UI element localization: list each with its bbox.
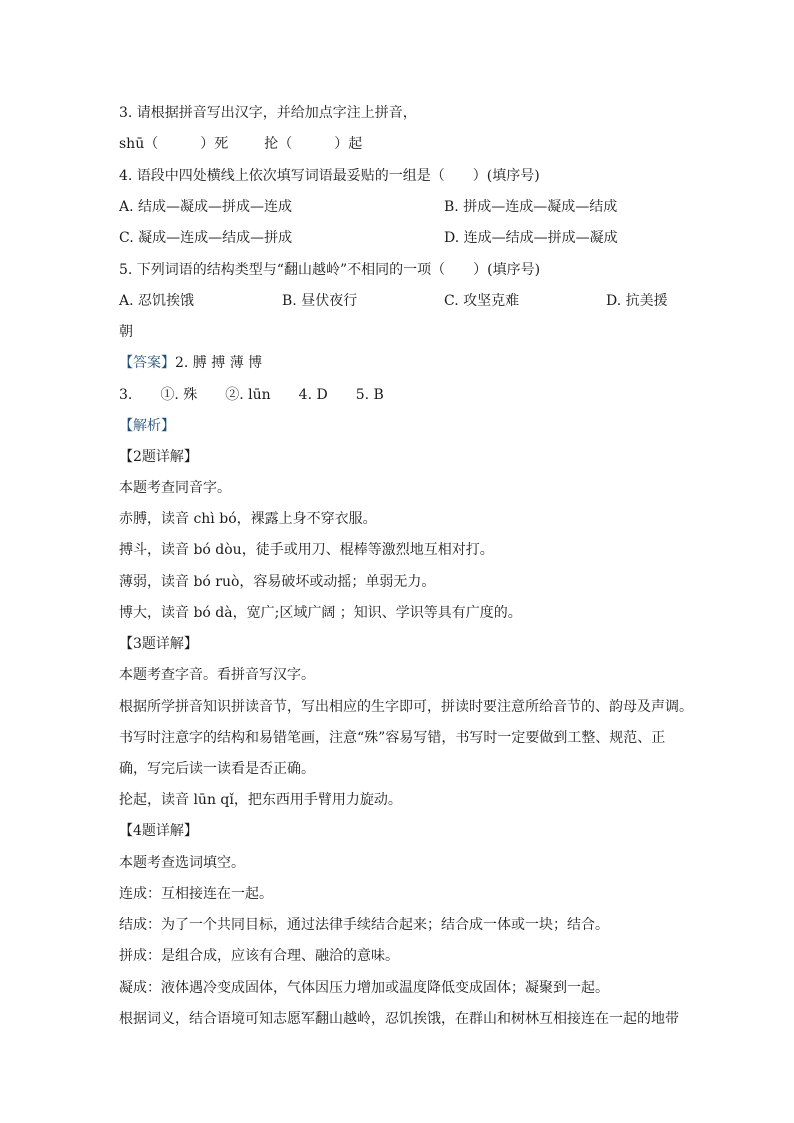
q4-line-1: 连成：互相接连在一起。 <box>119 886 273 902</box>
q4-option-a: A. 结成—凝成—拼成—连成 <box>119 199 293 215</box>
q4-line-5: 根据词义，结合语境可知志愿军翻山越岭，忍饥挨饿，在群山和树林互相接连在一起的地带 <box>119 1011 679 1027</box>
q2-line-2: 搏斗，读音 bó dòu，徒手或用刀、棍棒等激烈地互相对打。 <box>119 542 494 558</box>
answer-q2: 2. 膊 搏 薄 博 <box>175 355 263 371</box>
q5-title: 5. 下列词语的结构类型与“翻山越岭”不相同的一项（ ）(填序号) <box>119 262 541 278</box>
q3-blank-2: 抡（ ）起 <box>264 136 363 152</box>
q5-option-d: D. 抗美援 <box>606 293 668 309</box>
q4-option-d: D. 连成—结成—拼成—凝成 <box>444 230 618 246</box>
q5-option-a: A. 忍饥挨饿 <box>119 293 195 309</box>
q5-option-c: C. 攻坚克难 <box>444 293 520 309</box>
q3-blank-1: shū（ ）死 <box>119 136 229 152</box>
answer-line <box>119 354 262 372</box>
q2-line-1: 赤膊，读音 chì bó，裸露上身不穿衣服。 <box>119 511 377 527</box>
answer-tag: 【答案】 <box>119 355 175 371</box>
q3-intro: 本题考查字音。看拼音写汉字。 <box>119 667 315 683</box>
q4-detail-tag: 【4题详解】 <box>119 823 198 839</box>
q4-line-4: 凝成：液体遇冷变成固体，气体因压力增加或温度降低变成固体；凝聚到一起。 <box>119 980 609 996</box>
q4-line-3: 拼成：是组合成，应该有合理、融洽的意味。 <box>119 948 399 964</box>
q2-line-4: 博大，读音 bó dà，宽广;区域广阔 ；知识、学识等具有广度的。 <box>119 605 522 621</box>
answer-line-2: 3. ①. 殊 ②. lūn 4. D 5. B <box>119 387 384 403</box>
q4-title: 4. 语段中四处横线上依次填写词语最妥贴的一组是（ ）(填序号) <box>119 168 540 184</box>
q3-pinyin-line <box>119 135 362 153</box>
analysis-tag: 【解析】 <box>119 418 175 434</box>
q3-detail-tag: 【3题详解】 <box>119 636 198 652</box>
q3-line-3: 确，写完后读一读看是否正确。 <box>119 761 315 777</box>
q4-line-2: 结成：为了一个共同目标，通过法律手续结合起来；结合成一体或一块；结合。 <box>119 917 609 933</box>
q3-line-4: 抡起，读音 lūn qǐ，把东西用手臂用力旋动。 <box>119 792 402 808</box>
q3-title: 3. 请根据拼音写出汉字，并给加点字注上拼音， <box>119 105 417 121</box>
q3-line-1: 根据所学拼音知识拼读音节，写出相应的生字即可，拼读时要注意所给音节的、韵母及声调。 <box>119 699 693 715</box>
q4-option-b: B. 拼成—连成—凝成—结成 <box>444 199 618 215</box>
q3-line-2: 书写时注意字的结构和易错笔画，注意“殊”容易写错，书写时一定要做到工整、规范、正 <box>119 730 666 746</box>
q5-option-d-continued: 朝 <box>119 324 133 340</box>
q5-option-b: B. 昼伏夜行 <box>282 293 358 309</box>
q2-line-3: 薄弱，读音 bó ruò，容易破坏或动摇；单弱无力。 <box>119 574 436 590</box>
q4-option-c: C. 凝成—连成—结成—拼成 <box>119 230 293 246</box>
q2-detail-tag: 【2题详解】 <box>119 449 198 465</box>
q2-intro: 本题考查同音字。 <box>119 480 231 496</box>
q4-intro: 本题考查选词填空。 <box>119 855 245 871</box>
